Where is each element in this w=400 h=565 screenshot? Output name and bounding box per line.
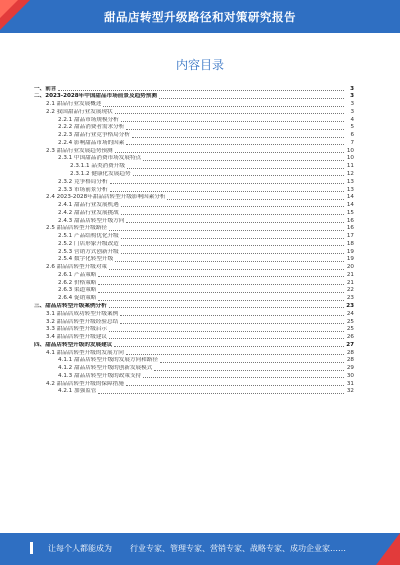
toc-leader-dots	[115, 113, 344, 114]
toc-entry-page: 19	[346, 248, 354, 255]
toc-leader-dots	[115, 261, 344, 262]
toc-entry-title: 4.1 甜品店转型升级的发展方向	[46, 349, 124, 356]
toc-entry-title: 2.4.1 甜品行业发展机遇	[58, 202, 119, 209]
toc-leader-dots	[109, 307, 344, 308]
toc-entry[interactable]	[34, 201, 354, 209]
toc-leader-dots	[132, 137, 344, 138]
toc-leader-dots	[133, 175, 344, 176]
toc-leader-dots	[103, 106, 344, 107]
toc-entry-title: 4.2 甜品店转型升级的保障措施	[46, 380, 124, 387]
toc-entry-title: 2.3 甜品行业发展趋势预测	[46, 147, 113, 154]
toc-leader-dots	[110, 191, 344, 192]
toc-entry-title: 2.2.3 甜品行业竞争格局分析	[58, 132, 130, 139]
toc-entry-page: 10	[346, 147, 354, 154]
toc-entry-title: 4.2.1 加强监管	[58, 388, 97, 395]
toc-entry-page: 11	[346, 163, 354, 170]
toc-entry-page: 7	[350, 139, 354, 146]
toc-entry-page: 24	[346, 310, 354, 317]
toc-entry-page: 27	[346, 341, 354, 348]
footer-bar	[0, 533, 400, 565]
toc-entry-page: 18	[346, 240, 354, 247]
toc-leader-dots	[109, 331, 344, 332]
toc-leader-dots	[121, 253, 344, 254]
toc-leader-dots	[167, 199, 344, 200]
toc-entry[interactable]	[34, 349, 354, 357]
toc-entry[interactable]	[34, 264, 354, 272]
toc-entry-page: 25	[346, 326, 354, 333]
toc-entry-page: 29	[346, 365, 354, 372]
toc-entry[interactable]	[34, 357, 354, 365]
toc-entry-title: 3.1 甜品店成功转型升级案例	[46, 310, 119, 317]
toc-entry-page: 23	[346, 295, 354, 302]
toc-entry[interactable]	[34, 101, 354, 109]
toc-entry[interactable]	[34, 124, 354, 132]
toc-entry[interactable]	[34, 132, 354, 140]
toc-entry-title: 4.1.1 甜品店转型升级的发展方向和路径	[58, 357, 158, 364]
toc-entry-title: 3.3 甜品店转型升级启示	[46, 326, 108, 333]
toc-entry-title: 2.5.1 产品结构优化升级	[58, 233, 119, 240]
footer-corner-ribbon-icon	[370, 533, 400, 565]
toc-entry[interactable]	[34, 248, 354, 256]
toc-entry[interactable]	[34, 225, 354, 233]
toc-entry-page: 31	[346, 380, 354, 387]
toc-entry-page: 12	[346, 170, 354, 177]
toc-entry[interactable]	[34, 155, 354, 163]
toc-entry-title: 2.6.1 产品策略	[58, 271, 97, 278]
toc-entry[interactable]	[34, 116, 354, 124]
toc-leader-dots	[121, 245, 344, 246]
toc-leader-dots	[143, 160, 344, 161]
toc-entry-page: 16	[346, 225, 354, 232]
toc-entry-title: 4.1.2 甜品店转型升级的创新发展模式	[58, 365, 153, 372]
toc-leader-dots	[154, 370, 344, 371]
footer-slogan-left: 让每个人都能成为	[48, 544, 112, 553]
toc-entry-title: 3.2 甜品店转型升级经验总结	[46, 318, 119, 325]
toc-entry[interactable]	[34, 334, 354, 342]
toc-entry-page: 19	[346, 256, 354, 263]
toc-entry[interactable]	[34, 295, 354, 303]
toc-entry[interactable]	[34, 318, 354, 326]
toc-leader-dots	[98, 393, 344, 394]
toc-entry-page: 25	[346, 318, 354, 325]
toc-entry-title: 2.6.4 促销策略	[58, 295, 97, 302]
toc-entry-page: 21	[346, 279, 354, 286]
toc-entry-page: 3	[350, 108, 354, 115]
toc-entry[interactable]	[34, 139, 354, 147]
toc-entry-title: 2.2.1 甜品市场规模分析	[58, 116, 119, 123]
toc-entry-page: 30	[346, 372, 354, 379]
toc-entry[interactable]	[34, 209, 354, 217]
toc-entry-page: 26	[346, 334, 354, 341]
footer-dash-icon	[30, 542, 36, 554]
toc-leader-dots	[114, 346, 344, 347]
toc-entry-page: 5	[350, 124, 354, 131]
toc-leader-dots	[115, 152, 344, 153]
toc-entry-title: 2.3.2 竞争格局分析	[58, 178, 108, 185]
toc-entry[interactable]	[34, 217, 354, 225]
toc-entry-title: 2.3.1.2 健康化发展趋势	[70, 170, 131, 177]
toc-leader-dots	[121, 238, 344, 239]
toc-entry-title: 2.5.4 数字化转型升级	[58, 256, 114, 263]
toc-entry-title: 2.2 我国甜品行业发展现状	[46, 108, 113, 115]
toc-entry[interactable]	[34, 256, 354, 264]
toc-leader-dots	[126, 222, 344, 223]
toc-entry-title: 2.3.1.1 品类消费升级	[70, 163, 125, 170]
toc-entry-page: 3	[350, 85, 354, 92]
toc-entry-page: 4	[350, 116, 354, 123]
toc-entry[interactable]	[34, 178, 354, 186]
toc-entry[interactable]	[34, 233, 354, 241]
toc-leader-dots	[98, 284, 344, 285]
toc-leader-dots	[121, 121, 344, 122]
toc-heading: 内容目录	[175, 58, 224, 72]
toc-entry-title: 一、前言	[34, 85, 57, 92]
toc-entry[interactable]	[34, 326, 354, 334]
toc-entry-title: 2.1 甜品行业发展概述	[46, 101, 102, 108]
toc-entry-title: 3.4 甜品店转型升级建议	[46, 334, 108, 341]
toc-entry[interactable]	[34, 279, 354, 287]
toc-leader-dots	[109, 230, 344, 231]
toc-leader-dots	[109, 338, 344, 339]
toc-leader-dots	[98, 300, 344, 301]
toc-entry-title: 2.3.1 中国甜品消费市场发展特点	[58, 155, 142, 162]
toc-entry[interactable]	[34, 147, 354, 155]
toc-entry[interactable]	[34, 287, 354, 295]
toc-leader-dots	[121, 214, 344, 215]
toc-leader-dots	[160, 362, 344, 363]
toc-leader-dots	[126, 144, 344, 145]
toc-entry[interactable]	[34, 388, 354, 396]
toc-leader-dots	[58, 90, 344, 91]
toc-entry-title: 2.5.3 营销方式创新升级	[58, 248, 119, 255]
table-of-contents	[34, 85, 354, 396]
toc-entry[interactable]	[34, 85, 354, 93]
toc-entry-page: 13	[346, 186, 354, 193]
toc-entry-title: 2.4.3 甜品店转型升级方向	[58, 217, 125, 224]
toc-entry[interactable]	[34, 271, 354, 279]
toc-entry-page: 15	[346, 209, 354, 216]
toc-entry-title: 三、甜品店转型升级案例分析	[34, 303, 107, 309]
toc-entry-title: 2.4 2023-2028年甜品店转型升级影响因素分析	[46, 194, 166, 201]
toc-entry[interactable]	[34, 310, 354, 318]
toc-entry[interactable]	[34, 186, 354, 194]
toc-leader-dots	[120, 315, 344, 316]
toc-entry-page: 3	[350, 93, 354, 100]
toc-entry[interactable]	[34, 365, 354, 373]
toc-entry-page: 22	[346, 287, 354, 294]
toc-entry-page: 21	[346, 271, 354, 278]
toc-entry-page: 20	[346, 264, 354, 271]
toc-leader-dots	[126, 129, 344, 130]
toc-leader-dots	[143, 377, 344, 378]
toc-entry-title: 2.6 甜品店转型升级对策	[46, 264, 108, 271]
toc-entry-title: 2.2.2 甜品消费者需求分析	[58, 124, 125, 131]
toc-entry-page: 6	[350, 132, 354, 139]
toc-leader-dots	[127, 168, 344, 169]
toc-leader-dots	[98, 292, 344, 293]
toc-entry-title: 4.1.3 甜品店转型升级的政策支持	[58, 372, 142, 379]
toc-leader-dots	[120, 323, 344, 324]
toc-entry[interactable]	[34, 380, 354, 388]
toc-leader-dots	[126, 354, 344, 355]
toc-entry-page: 16	[346, 217, 354, 224]
toc-entry-title: 2.2.4 影响甜品市场的因素	[58, 139, 125, 146]
report-title: 甜品店转型升级路径和对策研究报告	[104, 10, 296, 24]
toc-entry-page: 32	[346, 388, 354, 395]
toc-entry[interactable]	[34, 302, 354, 310]
toc-entry-page: 14	[346, 202, 354, 209]
toc-entry[interactable]	[34, 108, 354, 116]
toc-entry[interactable]	[34, 372, 354, 380]
toc-entry-title: 2.5 甜品店转型升级路径	[46, 225, 108, 232]
toc-leader-dots	[110, 183, 344, 184]
toc-entry-page: 10	[346, 155, 354, 162]
toc-leader-dots	[98, 276, 344, 277]
toc-entry-title: 四、甜品店转型升级的发展建议	[34, 341, 113, 348]
toc-entry-title: 二、2023-2028年中国甜品市场前景及趋势预测	[34, 93, 157, 100]
toc-entry[interactable]	[34, 163, 354, 171]
header-bar	[0, 0, 400, 33]
toc-entry-page: 3	[350, 101, 354, 108]
toc-leader-dots	[109, 269, 344, 270]
toc-entry[interactable]	[34, 240, 354, 248]
toc-entry-title: 2.3.3 市场前景分析	[58, 186, 108, 193]
toc-leader-dots	[159, 98, 344, 99]
toc-entry-title: 2.5.2 门店形象升级改造	[58, 240, 119, 247]
toc-entry-page: 28	[346, 349, 354, 356]
toc-entry-title: 2.4.2 甜品行业发展挑战	[58, 209, 119, 216]
toc-entry-title: 2.6.2 价格策略	[58, 279, 97, 286]
toc-entry[interactable]	[34, 194, 354, 202]
toc-entry[interactable]	[34, 341, 354, 349]
toc-entry-page: 13	[346, 178, 354, 185]
toc-entry-page: 28	[346, 357, 354, 364]
footer-slogan-right: 行业专家、管理专家、营销专家、战略专家、成功企业家……	[130, 544, 346, 553]
toc-entry[interactable]	[34, 93, 354, 101]
toc-leader-dots	[121, 206, 344, 207]
toc-entry-page: 17	[346, 233, 354, 240]
toc-entry-page: 23	[346, 303, 354, 309]
toc-entry-title: 2.6.3 渠道策略	[58, 287, 97, 294]
toc-entry-page: 14	[346, 194, 354, 201]
toc-entry[interactable]	[34, 170, 354, 178]
toc-leader-dots	[126, 385, 344, 386]
